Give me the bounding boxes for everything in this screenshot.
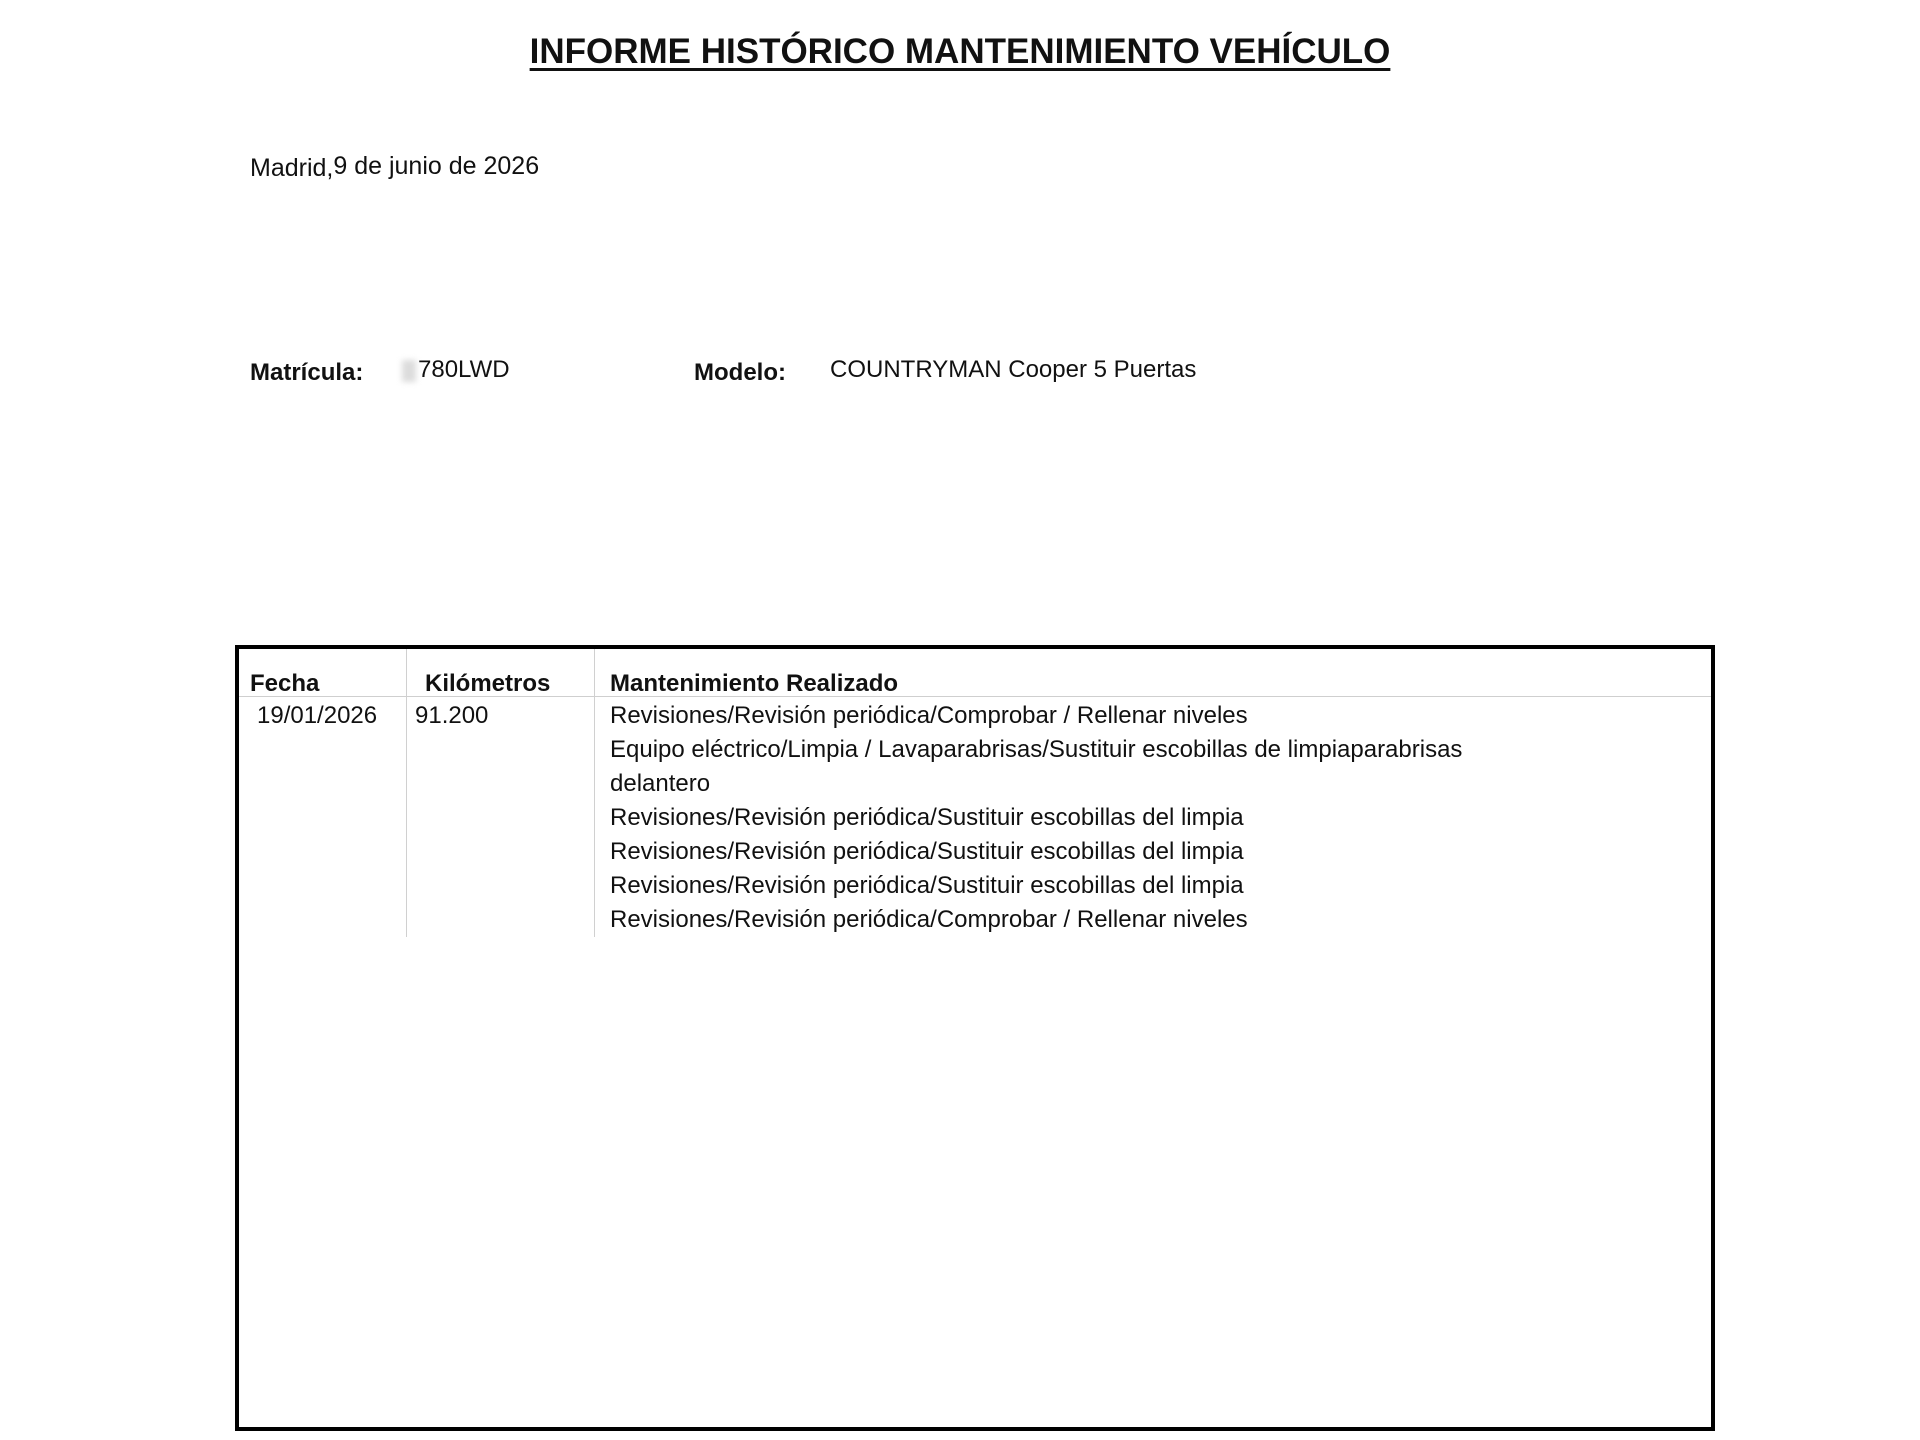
maintenance-item: Equipo eléctrico/Limpia / Lavaparabrisas/Sustituir escobillas de limpiaparabrisas bbox=[610, 736, 1463, 763]
row-km: 91.200 bbox=[415, 702, 489, 729]
maintenance-history-table bbox=[235, 645, 1715, 1431]
header-kilometros: Kilómetros bbox=[425, 670, 551, 697]
maintenance-item: Revisiones/Revisión periódica/Sustituir escobillas del limpia bbox=[610, 872, 1244, 899]
header-fecha: Fecha bbox=[250, 670, 320, 697]
place-and-date bbox=[250, 150, 539, 182]
report-title-text: INFORME HISTÓRICO MANTENIMIENTO VEHÍCULO bbox=[529, 32, 1391, 71]
plate-label: Matrícula: bbox=[250, 359, 364, 386]
report-title bbox=[0, 30, 1920, 74]
model-value: COUNTRYMAN Cooper 5 Puertas bbox=[830, 356, 1197, 383]
maintenance-items-list bbox=[610, 699, 1462, 937]
plate-value: 780LWD bbox=[418, 356, 510, 383]
plate-value-container bbox=[402, 355, 510, 385]
column-divider-1 bbox=[406, 649, 407, 937]
maintenance-item: Revisiones/Revisión periódica/Comprobar / Rellenar niveles bbox=[610, 702, 1248, 729]
maintenance-item: Revisiones/Revisión periódica/Comprobar / Rellenar niveles bbox=[610, 906, 1248, 933]
header-mantenimiento: Mantenimiento Realizado bbox=[610, 670, 899, 697]
report-date: 9 de junio de 2026 bbox=[333, 152, 540, 180]
maintenance-item: Revisiones/Revisión periódica/Sustituir escobillas del limpia bbox=[610, 838, 1244, 865]
model-label: Modelo: bbox=[694, 359, 786, 386]
column-divider-2 bbox=[594, 649, 595, 937]
redacted-plate-prefix bbox=[402, 360, 416, 382]
report-city: Madrid, bbox=[250, 154, 334, 182]
maintenance-item: delantero bbox=[610, 770, 711, 797]
row-date: 19/01/2026 bbox=[257, 702, 378, 729]
maintenance-item: Revisiones/Revisión periódica/Sustituir escobillas del limpia bbox=[610, 804, 1244, 831]
